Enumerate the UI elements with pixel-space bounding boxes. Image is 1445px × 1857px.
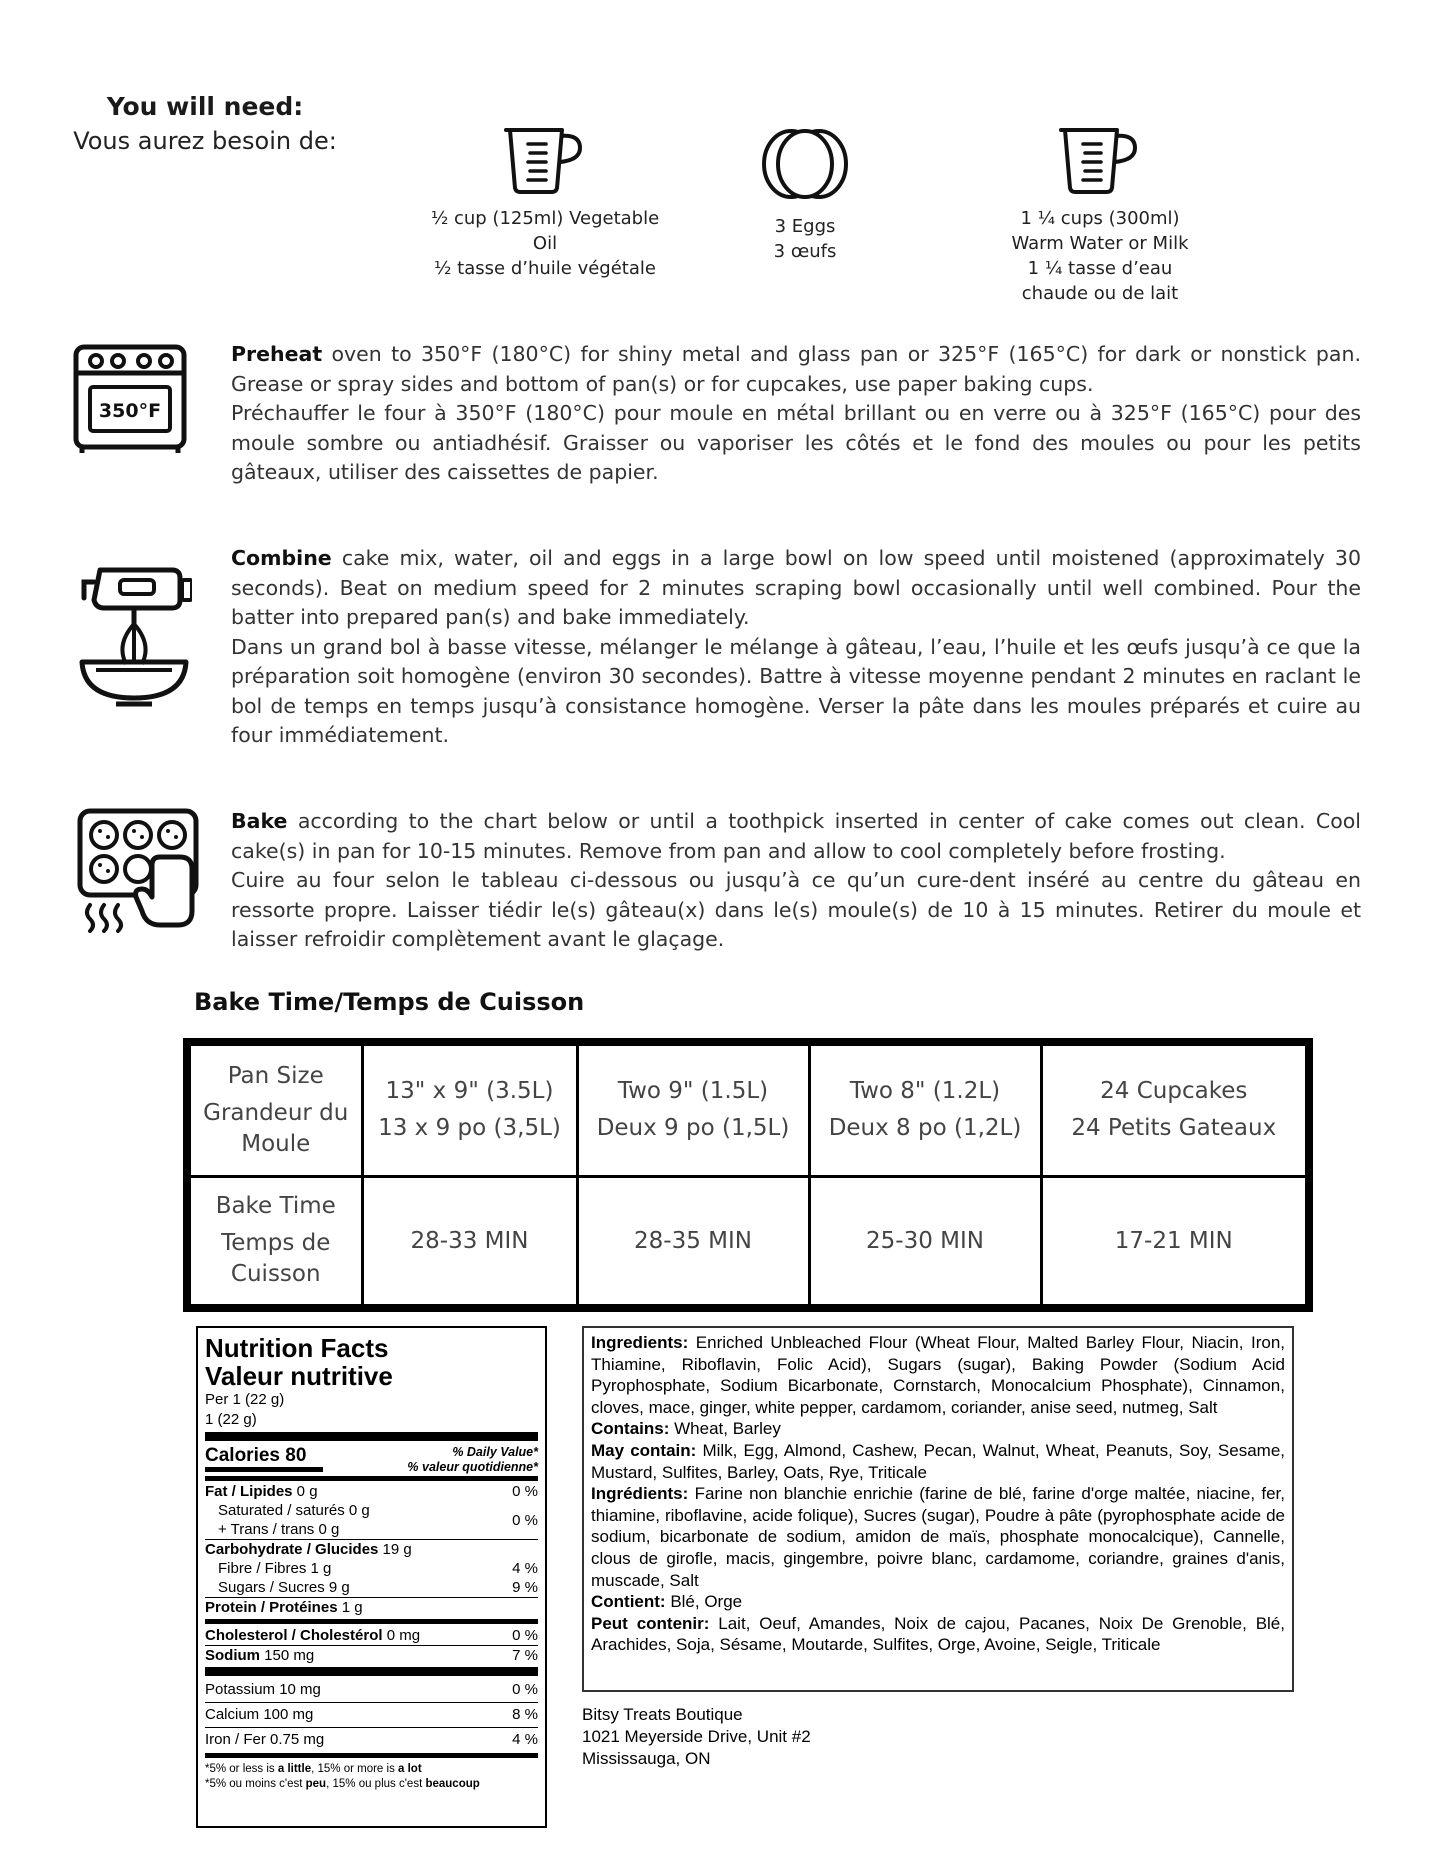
contains-en [591,1418,1285,1440]
iron-label: Iron / Fer 0.75 mg [205,1731,325,1748]
may-contain-en-label: May contain: [591,1440,697,1460]
may-contain-en-text: Milk, Egg, Almond, Cashew, Pecan, Walnut, Wheat, Peanuts, Soy, Sesame, Mustard, Sulfites, Barley, Oats, Rye, Triticale [591,1440,1286,1482]
company-street: 1021 Meyerside Drive, Unit #2 [582,1727,811,1746]
step-bake [231,807,1361,955]
ingredient-oil [420,124,670,281]
you-will-need-subheading: Vous aurez besoin de: [73,127,337,155]
contains-en-label: Contains: [591,1419,670,1439]
pan-size-cell [577,1042,809,1176]
step-combine-lead: Combine [231,546,332,570]
bake-time-cell: 28-33 MIN [362,1176,577,1308]
calcium-pct: 8 % [512,1706,538,1723]
bake-time-table [183,1038,1313,1312]
step-preheat-text-en: oven to 350°F (180°C) for shiny metal and glass pan or 325°F (165°C) for dark or nonstick pan. Grease or spray sides and bottom of pan(s) or for cupcakes, use paper baking cups. [231,342,1361,396]
fibre-label: Fibre / Fibres 1 g [218,1560,332,1577]
ingredient-oil-line-1: ½ cup (125ml) Vegetable [430,208,660,229]
company-address [582,1704,811,1770]
footnote-fr-d: beaucoup [425,1778,480,1790]
sodium-pct: 7 % [512,1647,538,1664]
nutrition-facts-panel [196,1326,547,1828]
step-preheat [231,340,1361,488]
may-contain-en [591,1440,1285,1483]
nutrition-row-cholesterol [205,1626,538,1645]
may-contain-fr-label: Peut contenir: [591,1613,710,1633]
ingredients-panel [582,1326,1294,1692]
pan-size-header [187,1042,362,1176]
sugars-pct: 9 % [512,1579,538,1596]
pan-size-en: Two 8" (1.2L) [849,1078,1001,1105]
ingredient-water-line-4: chaude ou de lait [1021,283,1179,304]
nutrition-title-en: Nutrition Facts [205,1333,389,1363]
saturated-label: Saturated / saturés 0 g [218,1502,370,1519]
saturated-pct: 0 % [512,1511,538,1529]
bake-time-header-en: Bake Time [215,1193,336,1220]
cholesterol-label: Cholesterol / Cholestérol [205,1627,383,1644]
ingredient-eggs-line-1: 3 Eggs [774,216,836,237]
pan-size-header-en: Pan Size [227,1062,324,1089]
pan-size-header-fr: Grandeur du Moule [203,1099,349,1157]
pan-size-cell [362,1042,577,1176]
contains-fr [591,1591,1285,1613]
carb-label: Carbohydrate / Glucides [205,1541,379,1558]
daily-value-fr: % valeur quotidienne* [407,1460,538,1474]
footnote-fr-b: peu [305,1778,327,1790]
pan-size-fr: Deux 9 po (1,5L) [596,1115,790,1142]
protein-amount: 1 g [337,1599,363,1616]
step-preheat-text-fr: Préchauffer le four à 350°F (180°C) pour moule en métal brillant ou en verre ou à 325°F (165°C) pour des moule sombre ou antiadhésif. Graisser ou vaporiser les côtés et le fond des moules ou pour les petits gâteaux, utiliser des caissettes de papier. [231,401,1361,484]
measuring-cup-icon [502,124,588,196]
oven-icon [72,343,188,453]
ingredients-en-label: Ingredients: [591,1333,689,1352]
calcium-label: Calcium 100 mg [205,1706,314,1723]
nutrition-title-fr: Valeur nutritive [205,1361,393,1391]
bake-time-cell: 25-30 MIN [809,1176,1041,1308]
step-preheat-lead: Preheat [231,342,323,366]
company-city: Mississauga, ON [582,1749,711,1768]
footnote-en-c: , 15% or more is [311,1763,399,1775]
ingredient-water-line-3: 1 ¼ tasse d’eau [1027,258,1173,279]
contains-fr-text: Blé, Orge [665,1592,743,1612]
nutrition-row-calcium [205,1703,538,1727]
you-will-need-heading: You will need: [106,92,304,121]
contains-fr-label: Contient: [591,1592,666,1612]
protein-label: Protein / Protéines [205,1599,338,1616]
footnote-en-d: a lot [398,1763,422,1775]
nutrition-row-iron [205,1728,538,1752]
nutrition-serving: 1 (22 g) [205,1411,257,1428]
nutrition-row-sugars [205,1578,538,1597]
ingredients-en [591,1332,1285,1418]
pan-size-en: 13" x 9" (3.5L) [385,1078,554,1105]
step-bake-lead: Bake [231,809,288,833]
contains-en-text: Wheat, Barley [669,1419,781,1439]
cholesterol-pct: 0 % [512,1627,538,1644]
pan-size-fr: 13 x 9 po (3,5L) [378,1115,561,1142]
ingredients-fr [591,1483,1285,1591]
step-combine-text-en: cake mix, water, oil and eggs in a large bowl on low speed until moistened (approximately 30 seconds). Beat on medium speed for 2 minutes scraping bowl occasionally until well combined. Pour the batter into prepared pan(s) and bake immediately. [231,546,1361,629]
nutrition-calories: Calories 80 [205,1445,307,1466]
may-contain-fr [591,1613,1285,1656]
ingredient-water-line-2: Warm Water or Milk [1011,233,1189,254]
muffin-tray-icon [76,807,202,933]
nutrition-footnote [205,1759,538,1792]
eggs-icon [757,124,853,200]
step-combine [231,544,1361,751]
ingredients-fr-text: Farine non blanchie enrichie (farine de blé, farine d'orge maltée, niacine, fer, thiamine, riboflavine, acide folique), Sucres (sugar), Poudre à pâte (pyrophosphate acide de sodium, bicarbonate de sodium, amidon de maïs, phosphate monocalcique), Cannelle, clous de girofle, macis, gingembre, poivre blanc, cardamome, coriandre, graines d'anis, muscade, Salt [591,1484,1285,1590]
pan-size-fr: 24 Petits Gateaux [1071,1115,1277,1142]
nutrition-row-protein [205,1598,538,1617]
step-bake-text-fr: Cuire au four selon le tableau ci-dessous ou jusqu’à ce qu’un cure-dent inséré au centre du gâteau en ressorte propre. Laisser tiédir le(s) gâteau(x) dans le(s) moule(s) de 10 à 15 minutes. Retirer du moule et laisser refroidir complètement avant le glaçage. [231,868,1361,951]
nutrition-row-potassium [205,1678,538,1702]
oven-temp-label: 350°F [98,400,162,422]
fat-label: Fat / Lipides [205,1483,293,1500]
ingredients-fr-label: Ingrédients: [591,1484,689,1504]
ingredient-water-milk [980,124,1220,306]
nutrition-row-fibre [205,1559,538,1578]
table-row [187,1042,1309,1176]
ingredients-en-text: Enriched Unbleached Flour (Wheat Flour, Malted Barley Flour, Niacin, Iron, Thiamine, Riboflavin, Folic Acid), Sugars (sugar), Baking Powder (Sodium Acid Pyrophosphate, Sodium Bicarbonate, Cornstarch, Monocalcium Phosphate), Cinnamon, cloves, mace, ginger, white pepper, cardamom, coriander, anise seed, nutmeg, Salt [591,1333,1285,1417]
ingredient-oil-line-3: ½ tasse d’huile végétale [434,258,656,279]
bake-time-cell: 28-35 MIN [577,1176,809,1308]
measuring-cup-icon [1057,124,1143,196]
ingredient-eggs [720,124,890,264]
step-combine-text-fr: Dans un grand bol à basse vitesse, mélanger le mélange à gâteau, l’eau, l’huile et les œufs jusqu’à ce que la préparation soit homogène (environ 30 secondes). Battre à vitesse moyenne pendant 2 minutes en raclant le bol de temps en temps jusqu’à consistance homogène. Verser la pâte dans les moules préparés et cuire au four immédiatement. [231,634,1361,747]
nutrition-row-fat [205,1482,538,1501]
may-contain-fr-text: Lait, Oeuf, Amandes, Noix de cajou, Pacanes, Noix De Grenoble, Blé, Arachides, Soja, Sésame, Moutarde, Sulfites, Orge, Avoine, Seigle, Triticale [591,1613,1285,1655]
bake-time-cell: 17-21 MIN [1041,1176,1309,1308]
daily-value-en: % Daily Value* [452,1445,538,1459]
iron-pct: 4 % [512,1731,538,1748]
ingredient-oil-line-2: Oil [532,233,558,254]
potassium-label: Potassium 10 mg [205,1681,321,1698]
company-name: Bitsy Treats Boutique [582,1705,743,1724]
pan-size-cell [1041,1042,1309,1176]
fibre-pct: 4 % [512,1560,538,1577]
bake-time-title: Bake Time/Temps de Cuisson [194,988,585,1016]
potassium-pct: 0 % [512,1681,538,1698]
fat-pct: 0 % [512,1483,538,1500]
trans-label: + Trans / trans 0 g [218,1521,340,1538]
mixer-icon [76,558,192,708]
bake-time-header [187,1176,362,1308]
ingredient-water-line-1: 1 ¼ cups (300ml) [1020,208,1180,229]
footnote-en-b: a little [277,1763,312,1775]
nutrition-row-saturated [205,1501,538,1539]
fat-amount: 0 g [292,1483,318,1500]
footnote-fr-c: , 15% ou plus c'est [326,1778,426,1790]
bake-time-header-fr: Temps de Cuisson [221,1230,331,1288]
sodium-amount: 150 mg [260,1647,315,1664]
table-row [187,1176,1309,1308]
cholesterol-amount: 0 mg [382,1627,421,1644]
ingredient-eggs-line-2: 3 œufs [773,241,837,262]
pan-size-en: Two 9" (1.5L) [617,1078,769,1105]
pan-size-fr: Deux 8 po (1,2L) [828,1115,1022,1142]
footnote-en-a: *5% or less is [205,1763,278,1775]
carb-amount: 19 g [378,1541,412,1558]
pan-size-en: 24 Cupcakes [1100,1078,1248,1105]
pan-size-cell [809,1042,1041,1176]
nutrition-row-sodium [205,1646,538,1665]
step-bake-text-en: according to the chart below or until a toothpick inserted in center of cake comes out clean. Cool cake(s) in pan for 10-15 minutes. Remove from pan and allow to cool completely before frosting. [231,809,1361,863]
nutrition-per: Per 1 (22 g) [205,1391,285,1408]
sugars-label: Sugars / Sucres 9 g [218,1579,350,1596]
footnote-fr-a: *5% ou moins c'est [205,1778,306,1790]
sodium-label: Sodium [205,1647,260,1664]
nutrition-row-carb [205,1540,538,1559]
